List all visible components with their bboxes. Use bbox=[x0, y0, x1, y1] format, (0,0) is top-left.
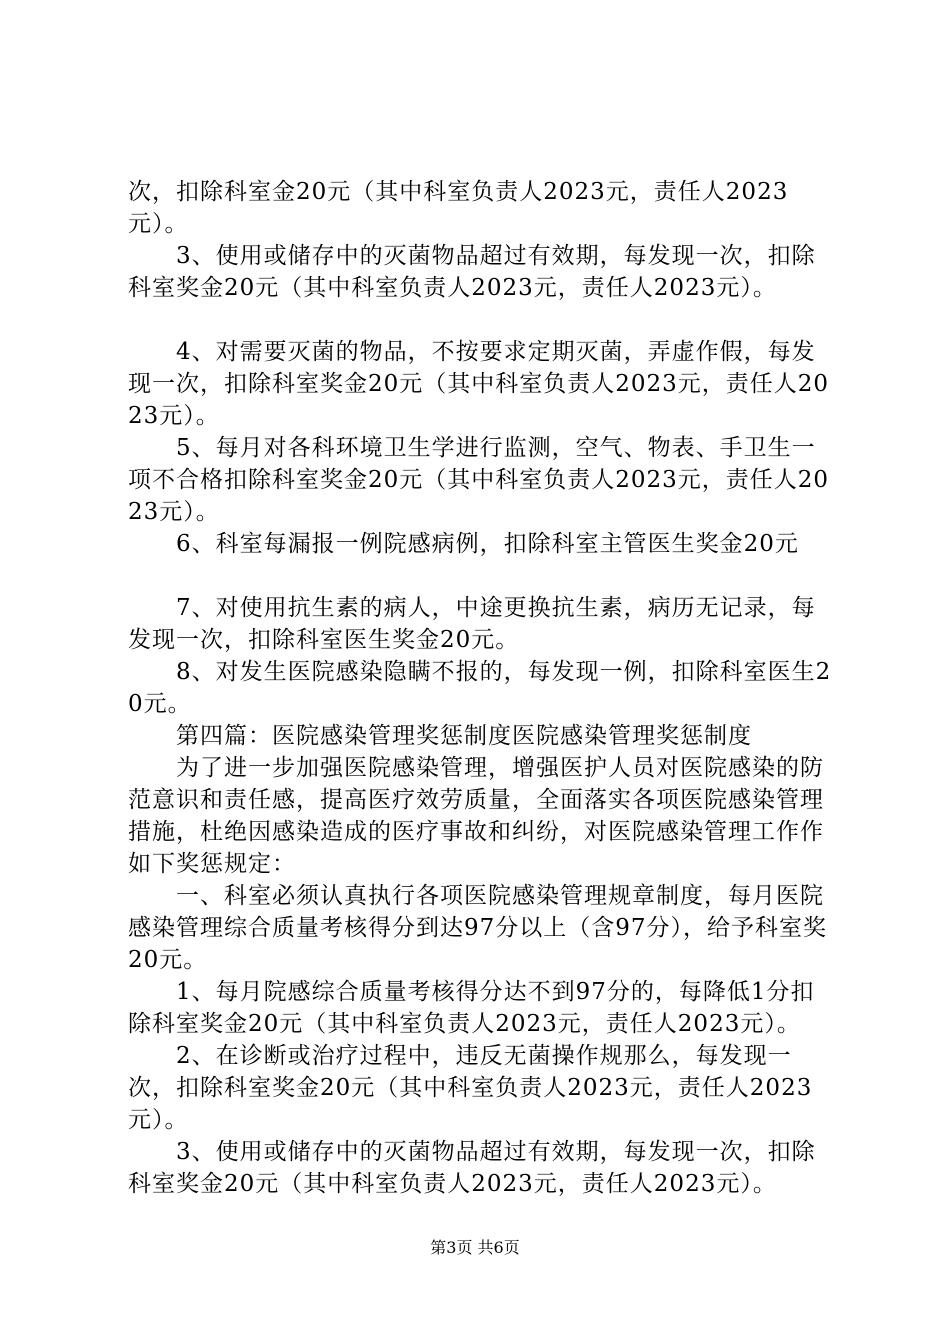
paragraph-continuation: 次，扣除科室金20元（其中科室负责人2023元，责任人2023元）。 bbox=[128, 179, 789, 237]
paragraph-intro: 为了进一步加强医院感染管理，增强医护人员对医院感染的防范意识和责任感，提高医疗效劳质量，全面落实各项医院感染管理措施，杜绝因感染造成的医疗事故和纠纷，对医院感染管理工作作如下奖惩规定： bbox=[128, 755, 824, 877]
paragraph-penalty-1: 1、每月院感综合质量考核得分达不到97分的，每降低1分扣除科室奖金20元（其中科室负责人2023元，责任人2023元）。 bbox=[128, 979, 815, 1037]
page-number-footer: 第3页 共6页 bbox=[430, 1238, 520, 1257]
paragraph-penalty-3: 3、使用或储存中的灭菌物品超过有效期，每发现一次，扣除科室奖金20元（其中科室负责人2023元，责任人2023元）。 bbox=[128, 1139, 816, 1197]
paragraph-item-8-concealment: 8、对发生医院感染隐瞒不报的，每发现一例，扣除科室医生20元。 bbox=[128, 659, 832, 717]
paragraph-item-6-missed-report: 6、科室每漏报一例院感病例，扣除科室主管医生奖金20元 bbox=[176, 531, 799, 557]
paragraph-item-3-expired-items: 3、使用或储存中的灭菌物品超过有效期，每发现一次，扣除科室奖金20元（其中科室负责人2023元，责任人2023元）。 bbox=[128, 243, 816, 301]
document-body bbox=[128, 176, 833, 1200]
section-heading: 第四篇：医院感染管理奖惩制度医院感染管理奖惩制度 bbox=[176, 723, 752, 749]
paragraph-item-4-sterilization: 4、对需要灭菌的物品，不按要求定期灭菌，弄虚作假，每发现一次，扣除科室奖金20元（其中科室负责人2023元，责任人2023元）。 bbox=[128, 339, 830, 429]
paragraph-item-7-antibiotics: 7、对使用抗生素的病人，中途更换抗生素，病历无记录，每发现一次，扣除科室医生奖金20元。 bbox=[128, 595, 816, 653]
paragraph-item-5-monitoring: 5、每月对各科环境卫生学进行监测，空气、物表、手卫生一项不合格扣除科室奖金20元（其中科室负责人2023元，责任人2023元）。 bbox=[128, 435, 830, 525]
paragraph-rule-1: 一、科室必须认真执行各项医院感染管理规章制度，每月医院感染管理综合质量考核得分到达97分以上（含97分），给予科室奖20元。 bbox=[128, 883, 828, 973]
paragraph-penalty-2: 2、在诊断或治疗过程中，违反无菌操作规那么，每发现一次，扣除科室奖金20元（其中科室负责人2023元，责任人2023元）。 bbox=[128, 1043, 813, 1133]
